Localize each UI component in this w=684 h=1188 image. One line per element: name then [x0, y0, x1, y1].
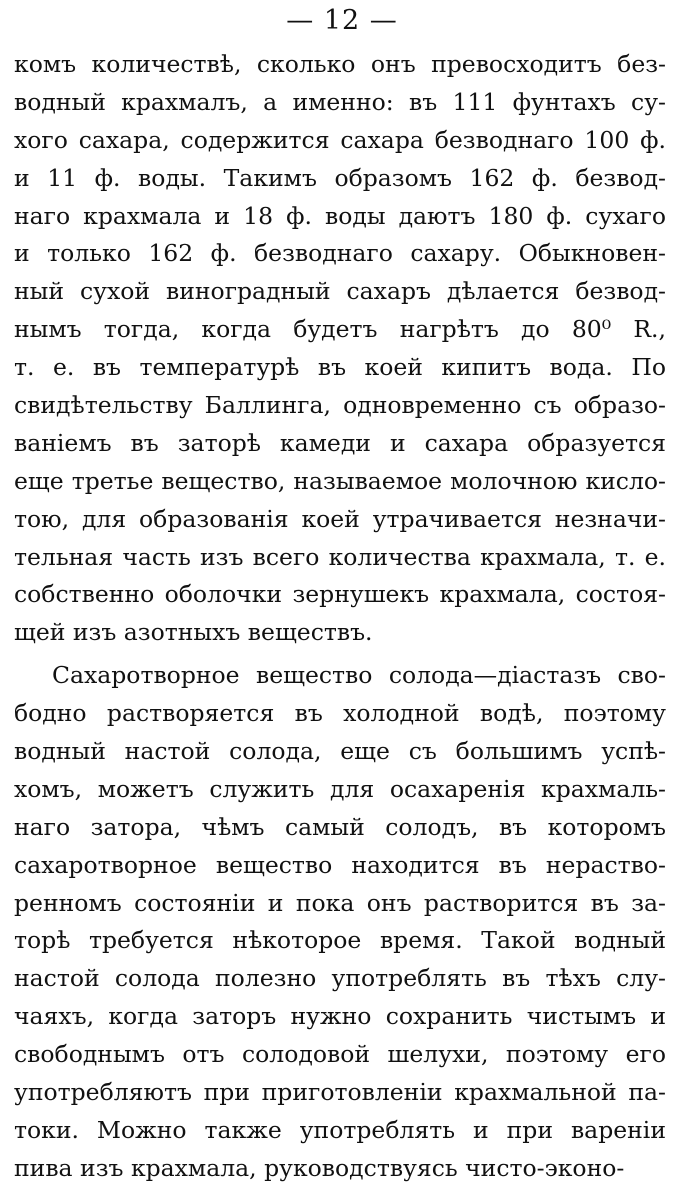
- text-line-content: комъ количествѣ, сколько онъ превосходитъ без-: [14, 50, 666, 78]
- text-line-content: токи. Можно также употреблять и при вареніи: [14, 1115, 666, 1144]
- text-line-content: свидѣтельству Баллинга, одновременно съ образо-: [14, 391, 666, 420]
- text-line: [14, 1036, 666, 1074]
- text-line-content: наго крахмала и 18 ф. воды даютъ 180 ф. сухаго: [14, 201, 666, 230]
- text-line-content: тою, для образованія коей утрачивается незначи-: [14, 504, 666, 533]
- text-line: [14, 198, 666, 236]
- text-line-content: собственно оболочки зернушекъ крахмала, состоя-: [14, 580, 666, 609]
- text-line: [14, 1150, 666, 1188]
- text-line: [14, 771, 666, 809]
- text-line: [14, 1074, 666, 1112]
- text-line: [14, 576, 666, 614]
- text-line-content: употребляютъ при приготовленіи крахмальной па-: [14, 1078, 666, 1107]
- text-line: [14, 463, 666, 501]
- text-line-content: бодно растворяется въ холодной водѣ, поэтому: [14, 699, 666, 728]
- text-line: [14, 349, 666, 387]
- text-line: [14, 695, 666, 733]
- text-line-content: наго затора, чѣмъ самый солодъ, въ которомъ: [14, 812, 666, 841]
- text-line: [14, 960, 666, 998]
- text-line: [14, 122, 666, 160]
- text-line-content: пива изъ крахмала, руководствуясь чисто-эконо-: [14, 1153, 625, 1182]
- page-number: — 12 —: [286, 5, 398, 36]
- text-line-content: и 11 ф. воды. Такимъ образомъ 162 ф. безвод-: [14, 163, 666, 192]
- text-line-content: водный настой солода, еще съ большимъ успѣ-: [14, 737, 666, 766]
- text-line: [14, 84, 666, 122]
- text-line: [14, 311, 666, 349]
- text-line-content: еще третье вещество, называемое молочною кисло-: [14, 466, 666, 495]
- text-line-content: ренномъ состояніи и пока онъ растворится въ за-: [14, 888, 666, 917]
- text-line-content: чаяхъ, когда заторъ нужно сохранить чистымъ и: [14, 1002, 666, 1031]
- text-line-content: т. е. въ температурѣ въ коей кипитъ вода. По: [14, 353, 666, 382]
- text-line: [14, 1112, 666, 1150]
- text-line: [14, 235, 666, 273]
- text-line-content: торѣ требуется нѣкоторое время. Такой водный: [14, 926, 666, 955]
- text-line: [14, 273, 666, 311]
- text-line: [14, 614, 666, 652]
- text-line: [14, 425, 666, 463]
- text-line-content: нымъ тогда, когда будетъ нагрѣтъ до 80⁰ R.,: [14, 315, 666, 344]
- paragraph-2: [14, 657, 666, 1187]
- text-line: [14, 809, 666, 847]
- text-line: [14, 160, 666, 198]
- text-line-content: водный крахмалъ, а именно: въ 111 фунтахъ су-: [14, 87, 666, 116]
- text-line: [14, 387, 666, 425]
- text-line-content: хомъ, можетъ служить для осахаренія крахмаль-: [14, 774, 666, 803]
- text-line-content: свободнымъ отъ солодовой шелухи, поэтому его: [14, 1040, 666, 1069]
- text-line-content: Сахаротворное вещество солода—діастазъ сво-: [52, 661, 666, 690]
- paragraph-1: [14, 46, 666, 652]
- text-line-content: и только 162 ф. безводнаго сахару. Обыкновен-: [14, 239, 666, 268]
- text-line: [14, 847, 666, 885]
- body-text: [14, 46, 666, 1188]
- text-line-content: хого сахара, содержится сахара безводнаго 100 ф.: [14, 125, 666, 154]
- text-line: [14, 539, 666, 577]
- text-line-content: ваніемъ въ заторѣ камеди и сахара образуется: [14, 428, 666, 457]
- text-line-content: сахаротворное вещество находится въ нераство-: [14, 850, 666, 879]
- text-line-content: ный сухой виноградный сахаръ дѣлается безвод-: [14, 277, 666, 306]
- text-line-content: тельная часть изъ всего количества крахмала, т. е.: [14, 542, 666, 571]
- text-line: [14, 657, 666, 695]
- text-line-content: щей изъ азотныхъ веществъ.: [14, 618, 373, 647]
- text-line: [14, 46, 666, 84]
- text-line: [14, 733, 666, 771]
- text-line: [14, 885, 666, 923]
- text-line-content: настой солода полезно употреблять въ тѣхъ слу-: [14, 964, 666, 993]
- text-line: [14, 998, 666, 1036]
- text-line: [14, 501, 666, 539]
- text-line: [14, 922, 666, 960]
